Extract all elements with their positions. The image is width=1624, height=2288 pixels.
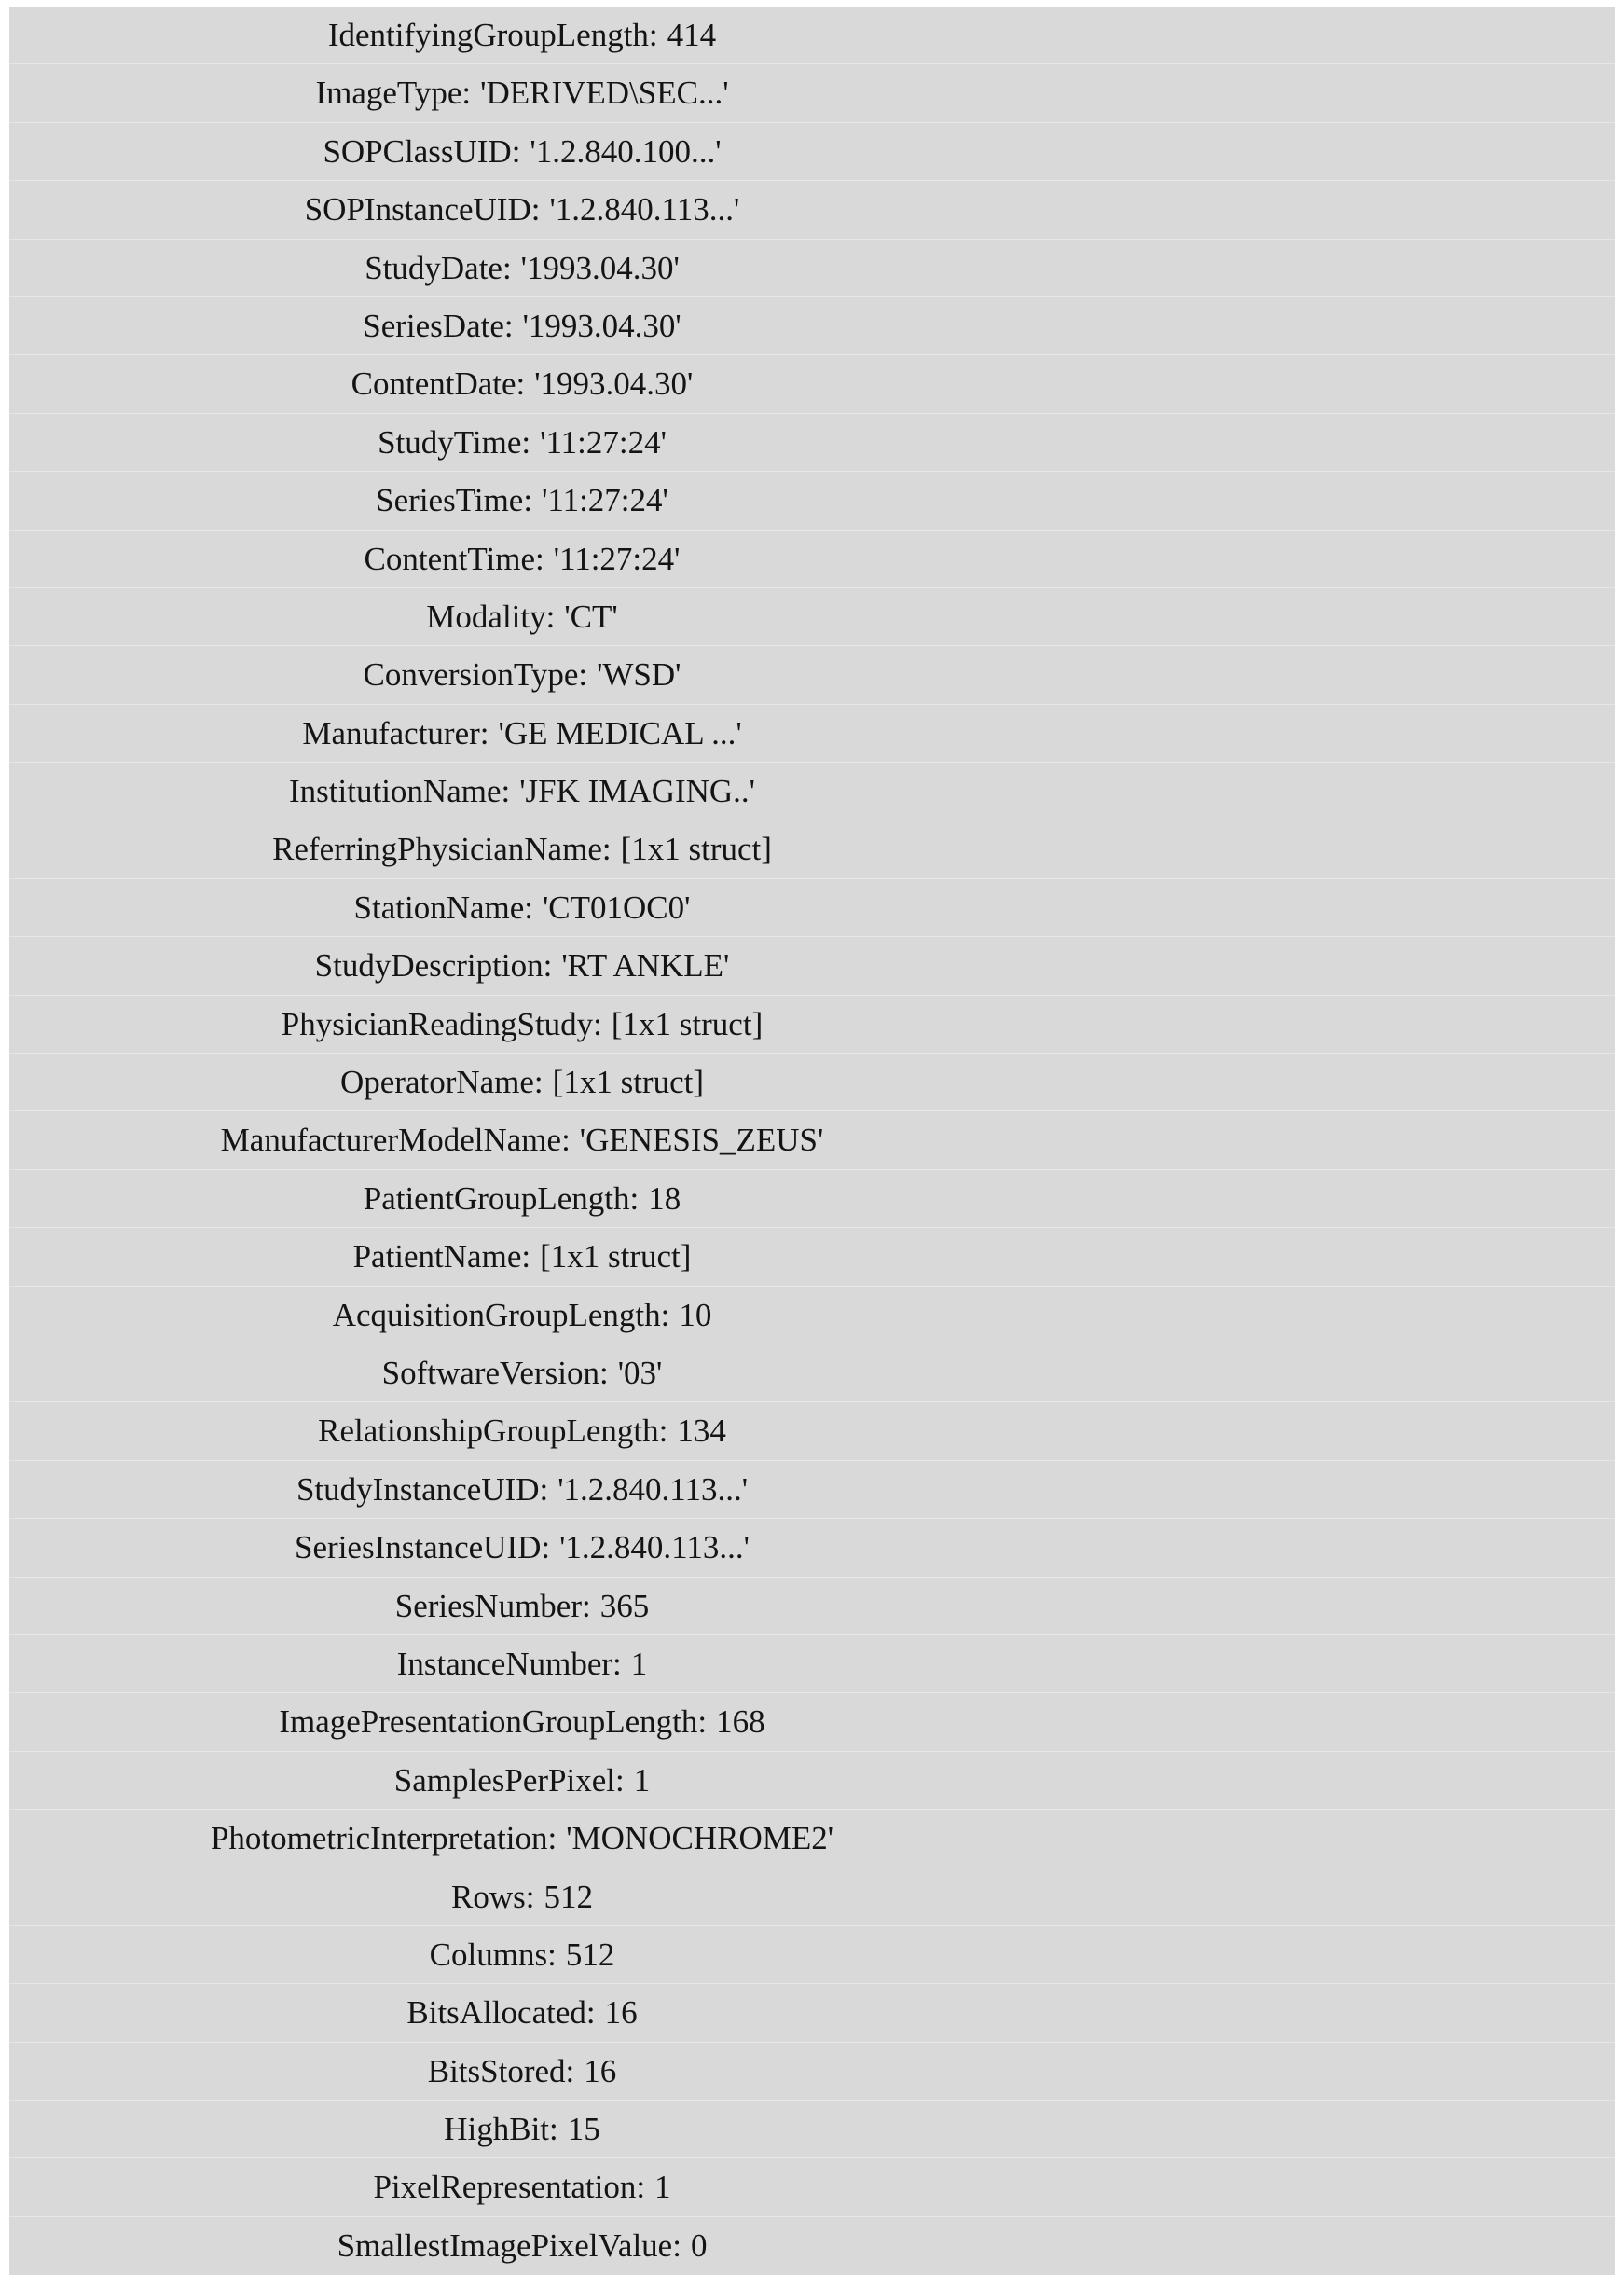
field-row [9, 1578, 1615, 1635]
field-label: StudyInstanceUID: [296, 1470, 549, 1508]
field-row [9, 240, 1615, 297]
field-value: 16 [604, 1994, 638, 2032]
field-label: SOPInstanceUID: [304, 191, 541, 228]
field-value: [1x1 struct] [540, 1238, 692, 1275]
field-value: '1.2.840.100...' [530, 132, 722, 170]
field-row [9, 1810, 1615, 1868]
field-label: ImagePresentationGroupLength: [279, 1703, 708, 1741]
field-value: 'WSD' [597, 656, 681, 694]
field-value: 512 [565, 1936, 615, 1973]
field-value: '03' [617, 1354, 663, 1391]
field-row [9, 646, 1615, 704]
field-label: OperatorName: [339, 1064, 544, 1101]
field-label: Columns: [429, 1936, 557, 1973]
field-label: InstanceNumber: [396, 1645, 622, 1682]
field-row [9, 705, 1615, 763]
field-label: SamplesPerPixel: [393, 1761, 625, 1799]
field-label: PatientName: [352, 1238, 531, 1275]
field-label: SeriesNumber: [394, 1587, 591, 1624]
field-value: 1 [633, 1761, 651, 1799]
field-value: 'DERIVED\SEC...' [480, 75, 729, 112]
field-value: 'GENESIS_ZEUS' [579, 1122, 824, 1159]
field-label: StationName: [353, 889, 533, 926]
field-value: '11:27:24' [542, 482, 668, 519]
struct-field-list [9, 7, 1615, 2275]
field-value: 'RT ANKLE' [561, 947, 730, 985]
field-row [9, 2217, 1615, 2275]
field-label: RelationshipGroupLength: [318, 1413, 668, 1450]
field-label: StudyTime: [378, 423, 531, 461]
field-row [9, 1693, 1615, 1751]
field-row [9, 181, 1615, 239]
field-row [9, 937, 1615, 995]
field-value: 10 [679, 1296, 712, 1333]
field-value: '1993.04.30' [520, 249, 680, 286]
field-label: ImageType: [315, 75, 472, 112]
field-row [9, 879, 1615, 937]
field-label: SeriesTime: [376, 482, 533, 519]
field-row [9, 123, 1615, 181]
field-row [9, 7, 1615, 64]
field-value: 168 [716, 1703, 765, 1741]
field-label: ManufacturerModelName: [220, 1122, 571, 1159]
field-label: SeriesInstanceUID: [295, 1529, 551, 1566]
field-row [9, 2043, 1615, 2101]
field-label: StudyDescription: [314, 947, 553, 985]
field-value: 'CT01OC0' [543, 889, 691, 926]
field-label: SeriesDate: [363, 307, 514, 344]
field-row [9, 1111, 1615, 1169]
field-label: Modality: [426, 598, 556, 635]
field-row [9, 1287, 1615, 1344]
field-label: HighBit: [444, 2111, 558, 2148]
field-label: Manufacturer: [302, 714, 489, 751]
field-row [9, 531, 1615, 588]
field-row [9, 1752, 1615, 1810]
field-label: ContentTime: [364, 540, 544, 577]
field-row [9, 1461, 1615, 1519]
field-value: 1 [630, 1645, 648, 1682]
field-row [9, 1635, 1615, 1693]
field-label: PixelRepresentation: [373, 2169, 646, 2206]
field-value: 0 [690, 2226, 708, 2264]
field-value: 'GE MEDICAL ...' [498, 714, 742, 751]
field-row [9, 1170, 1615, 1228]
field-value: 'JFK IMAGING..' [519, 773, 755, 810]
field-value: 414 [667, 17, 717, 53]
field-value: '1.2.840.113...' [549, 191, 740, 228]
field-row [9, 2158, 1615, 2216]
field-row [9, 1926, 1615, 1984]
field-row [9, 2101, 1615, 2158]
field-row [9, 1344, 1615, 1402]
field-row [9, 355, 1615, 413]
field-value: '1.2.840.113...' [559, 1529, 750, 1566]
field-row [9, 1228, 1615, 1286]
field-label: SmallestImagePixelValue: [337, 2226, 681, 2264]
field-value: 'MONOCHROME2' [566, 1820, 834, 1857]
field-label: AcquisitionGroupLength: [332, 1296, 670, 1333]
field-label: SOPClassUID: [323, 132, 521, 170]
field-row [9, 1054, 1615, 1111]
field-row [9, 1868, 1615, 1926]
field-row [9, 588, 1615, 646]
field-value: 16 [584, 2052, 617, 2089]
field-row [9, 763, 1615, 820]
field-value: 512 [544, 1878, 593, 1915]
field-value: [1x1 struct] [620, 831, 772, 868]
field-label: ReferringPhysicianName: [272, 831, 612, 868]
field-value: 15 [567, 2111, 600, 2148]
field-value: [1x1 struct] [552, 1064, 704, 1101]
field-value: 18 [648, 1179, 681, 1217]
field-value: '1993.04.30' [522, 307, 681, 344]
field-value: 365 [599, 1587, 650, 1624]
field-row [9, 64, 1615, 122]
field-label: StudyDate: [365, 249, 512, 286]
field-label: PhysicianReadingStudy: [281, 1005, 602, 1042]
field-label: IdentifyingGroupLength: [327, 17, 658, 53]
field-row [9, 414, 1615, 472]
field-value: '11:27:24' [540, 423, 667, 461]
field-label: SoftwareVersion: [381, 1354, 609, 1391]
field-value: 134 [677, 1413, 726, 1450]
field-label: ConversionType: [363, 656, 588, 694]
field-label: PhotometricInterpretation: [210, 1820, 557, 1857]
field-label: InstitutionName: [289, 773, 511, 810]
field-value: '11:27:24' [553, 540, 681, 577]
field-value: 1 [654, 2169, 671, 2206]
field-value: '1993.04.30' [534, 365, 694, 403]
field-label: Rows: [451, 1878, 535, 1915]
field-row [9, 1519, 1615, 1577]
field-label: ContentDate: [351, 365, 526, 403]
field-label: PatientGroupLength: [363, 1179, 640, 1217]
field-row [9, 1984, 1615, 2042]
field-label: BitsAllocated: [406, 1994, 596, 2032]
field-value: [1x1 struct] [611, 1005, 764, 1042]
field-value: 'CT' [564, 598, 618, 635]
field-label: BitsStored: [427, 2052, 575, 2089]
field-row [9, 820, 1615, 878]
field-row [9, 297, 1615, 355]
field-row [9, 996, 1615, 1054]
field-value: '1.2.840.113...' [557, 1470, 749, 1508]
field-row [9, 472, 1615, 530]
field-row [9, 1402, 1615, 1460]
